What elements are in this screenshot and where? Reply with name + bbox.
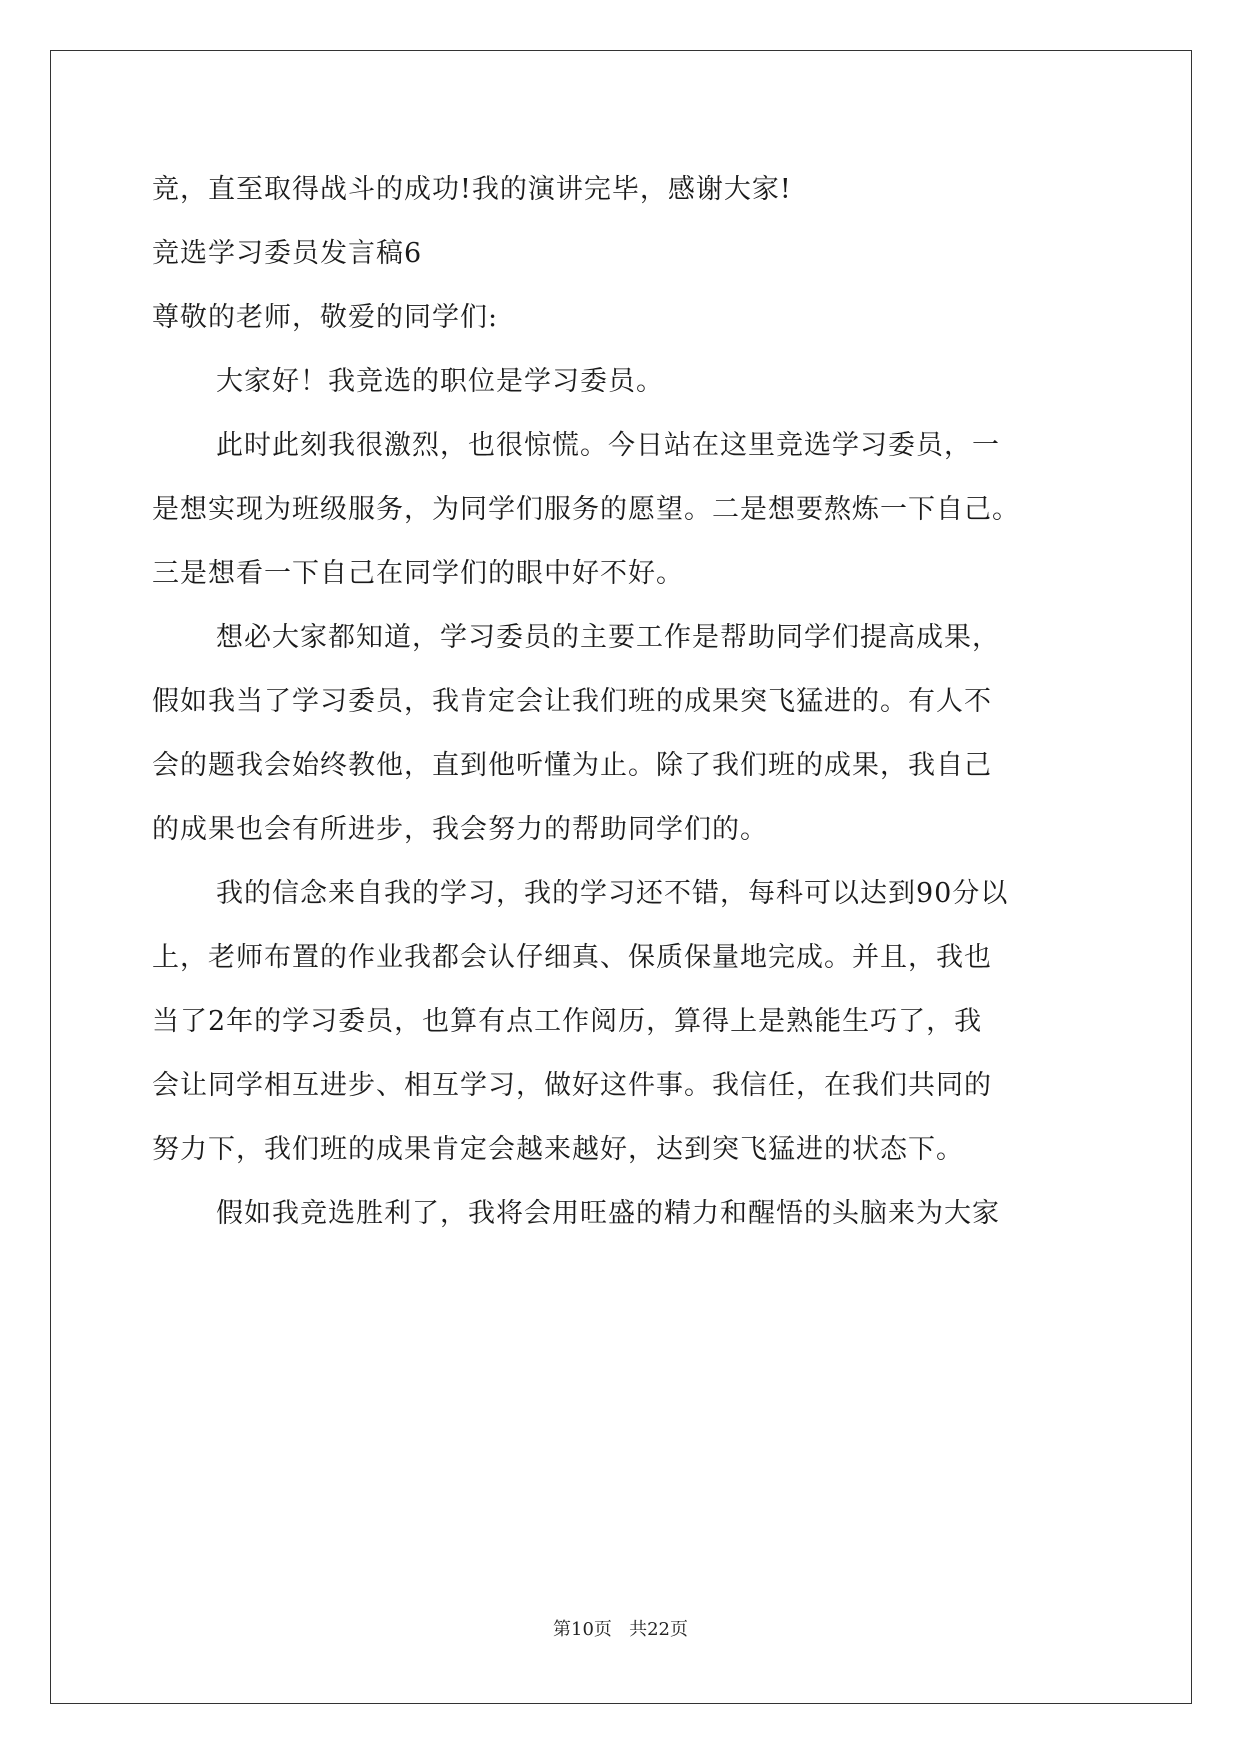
body-line: 会的题我会始终教他，直到他听懂为止。除了我们班的成果，我自己 [152,750,992,781]
salutation: 尊敬的老师，敬爱的同学们: [152,302,499,333]
body-line: 当了2年的学习委员，也算有点工作阅历，算得上是熟能生巧了，我 [152,1006,983,1037]
body-line: 是想实现为班级服务，为同学们服务的愿望。二是想要熬炼一下自己。 [152,494,1020,525]
section-title: 竞选学习委员发言稿6 [152,238,423,269]
body-line: 努力下，我们班的成果肯定会越来越好，达到突飞猛进的状态下。 [152,1134,964,1165]
body-line: 上，老师布置的作业我都会认仔细真、保质保量地完成。并且，我也 [152,942,992,973]
body-line: 三是想看一下自己在同学们的眼中好不好。 [152,558,684,589]
body-line: 竞，直至取得战斗的成功!我的演讲完毕，感谢大家! [152,174,792,205]
body-line: 的成果也会有所进步，我会努力的帮助同学们的。 [152,814,768,845]
body-line: 假如我当了学习委员，我肯定会让我们班的成果突飞猛进的。有人不 [152,686,992,717]
paragraph-start: 假如我竞选胜利了，我将会用旺盛的精力和醒悟的头脑来为大家 [216,1198,1000,1229]
paragraph-start: 想必大家都知道，学习委员的主要工作是帮助同学们提高成果， [216,622,1000,653]
body-line: 会让同学相互进步、相互学习，做好这件事。我信任，在我们共同的 [152,1070,992,1101]
paragraph-start: 我的信念来自我的学习，我的学习还不错，每科可以达到90分以 [216,878,1009,909]
page-number-footer: 第10页 共22页 [553,1619,688,1640]
paragraph-start: 此时此刻我很激烈，也很惊慌。今日站在这里竞选学习委员，一 [216,430,1000,461]
paragraph-start: 大家好！我竞选的职位是学习委员。 [216,366,664,397]
